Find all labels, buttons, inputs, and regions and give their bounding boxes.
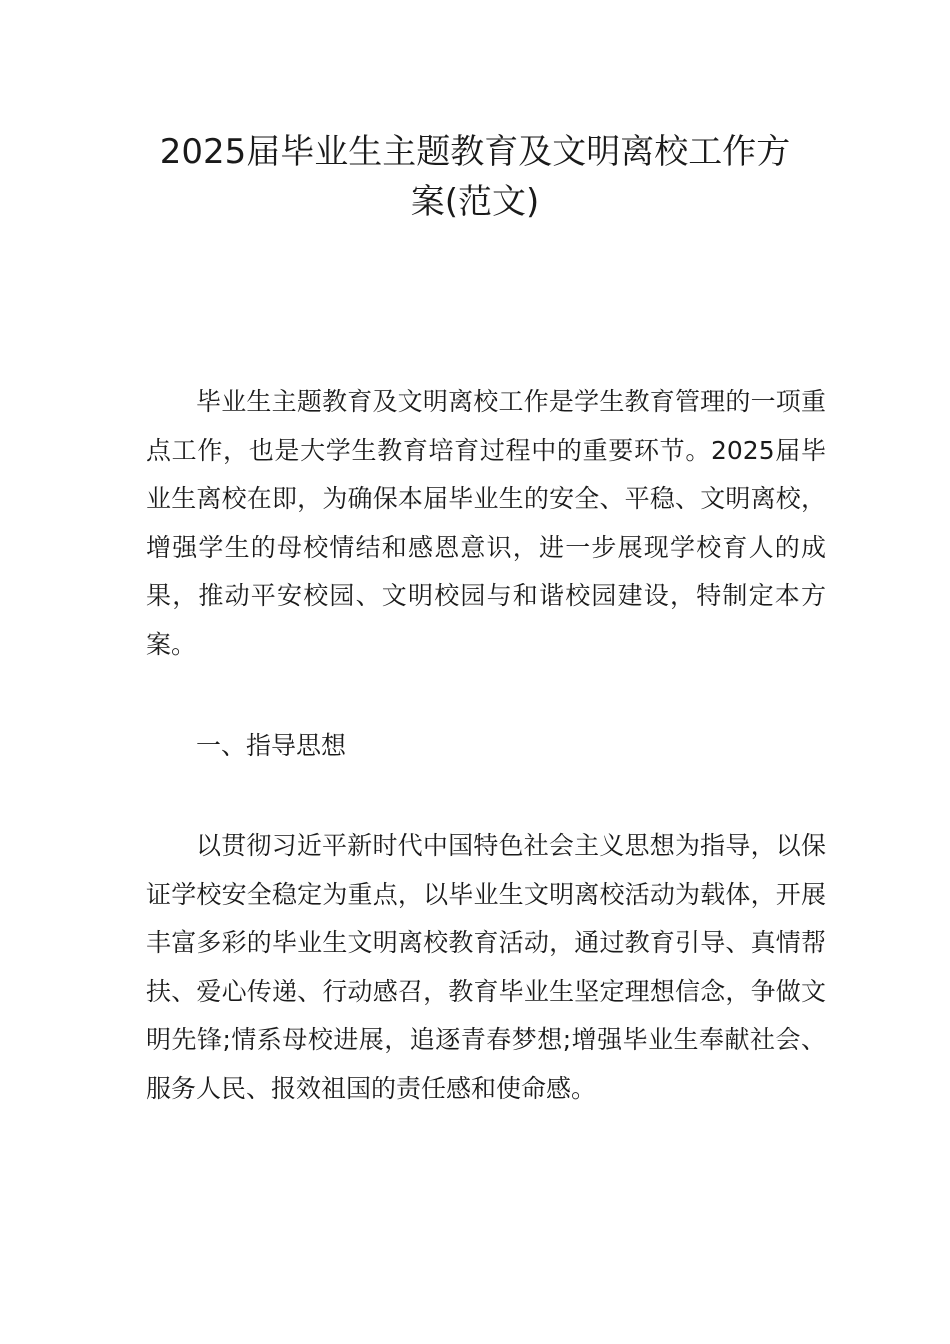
intro-paragraph: 毕业生主题教育及文明离校工作是学生教育管理的一项重点工作，也是大学生教育培育过程中的重要环节。2025届毕业生离校在即，为确保本届毕业生的安全、平稳、文明离校，增强学生的母校情结和感恩意识，进一步展现学校育人的成果，推动平安校园、文明校园与和谐校园建设，特制定本方案。 [146,387,826,659]
section-body-guiding-ideology: 以贯彻习近平新时代中国特色社会主义思想为指导，以保证学校安全稳定为重点，以毕业生文明离校活动为载体，开展丰富多彩的毕业生文明离校教育活动，通过教育引导、真情帮扶、爱心传递、行动感召，教育毕业生坚定理想信念，争做文明先锋;情系母校进展，追逐青春梦想;增强毕业生奉献社会、服务人民、报效祖国的责任感和使命感。 [146,831,826,1103]
section-heading-guiding-ideology: 一、指导思想 [196,731,347,760]
document-title-line-1: 2025届毕业生主题教育及文明离校工作方 [159,132,791,172]
document-title-line-2: 案(范文) [410,182,540,222]
